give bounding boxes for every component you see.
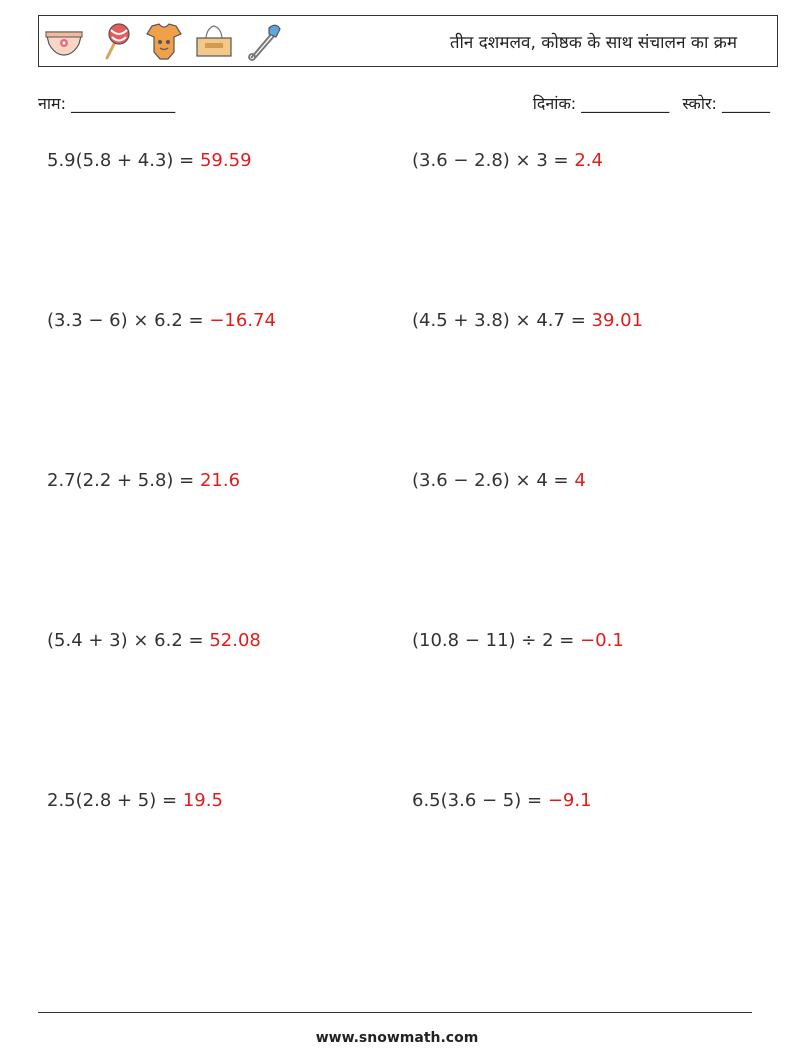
problem-answer: −9.1 (547, 790, 592, 811)
baby-bodysuit-icon (143, 22, 185, 62)
problem-expression: 2.5(2.8 + 5) = (47, 790, 183, 811)
problem-answer: −0.1 (580, 630, 624, 651)
icon-strip (43, 22, 285, 62)
problem-answer: 59.59 (199, 150, 252, 171)
problem-2 (412, 150, 603, 171)
lollipop-icon (93, 22, 135, 62)
problem-expression: (5.4 + 3) × 6.2 = (47, 630, 210, 651)
footer-divider (38, 1012, 752, 1013)
problem-8 (412, 630, 624, 651)
problem-1 (47, 150, 252, 171)
safety-pin-icon (243, 22, 285, 62)
problem-expression: (3.3 − 6) × 6.2 = (47, 310, 210, 331)
problem-answer: 21.6 (199, 470, 241, 491)
name-field-label: नाम: _____________ (38, 94, 176, 113)
problem-6 (412, 470, 586, 491)
problem-4 (412, 310, 643, 331)
problem-9 (47, 790, 223, 811)
problem-expression: (3.6 − 2.8) × 3 = (412, 150, 575, 171)
date-score-row (525, 92, 770, 114)
problem-expression: 6.5(3.6 − 5) = (412, 790, 548, 811)
header-box (38, 15, 778, 67)
problem-answer: −16.74 (209, 310, 276, 331)
footer-url: www.snowmath.com (315, 1030, 479, 1046)
problem-expression: (10.8 − 11) ÷ 2 = (412, 630, 581, 651)
problem-answer: 4 (574, 470, 586, 491)
worksheet-title: तीन दशमलव, कोष्ठक के साथ संचालन का क्रम (449, 33, 737, 53)
problem-expression: 5.9(5.8 + 4.3) = (47, 150, 200, 171)
problem-answer: 19.5 (182, 790, 223, 811)
problem-expression: (3.6 − 2.6) × 4 = (412, 470, 575, 491)
problem-5 (47, 470, 240, 491)
problem-3 (47, 310, 276, 331)
problem-7 (47, 630, 261, 651)
score-field-label: स्कोर: ______ (682, 94, 770, 113)
problem-answer: 2.4 (574, 150, 603, 171)
diaper-icon (43, 22, 85, 62)
problem-10 (412, 790, 592, 811)
problem-expression: (4.5 + 3.8) × 4.7 = (412, 310, 592, 331)
problem-answer: 52.08 (209, 630, 261, 651)
date-field-label: दिनांक: ___________ (532, 94, 670, 113)
problem-answer: 39.01 (591, 310, 644, 331)
tissue-box-icon (193, 22, 235, 62)
problem-expression: 2.7(2.2 + 5.8) = (47, 470, 200, 491)
